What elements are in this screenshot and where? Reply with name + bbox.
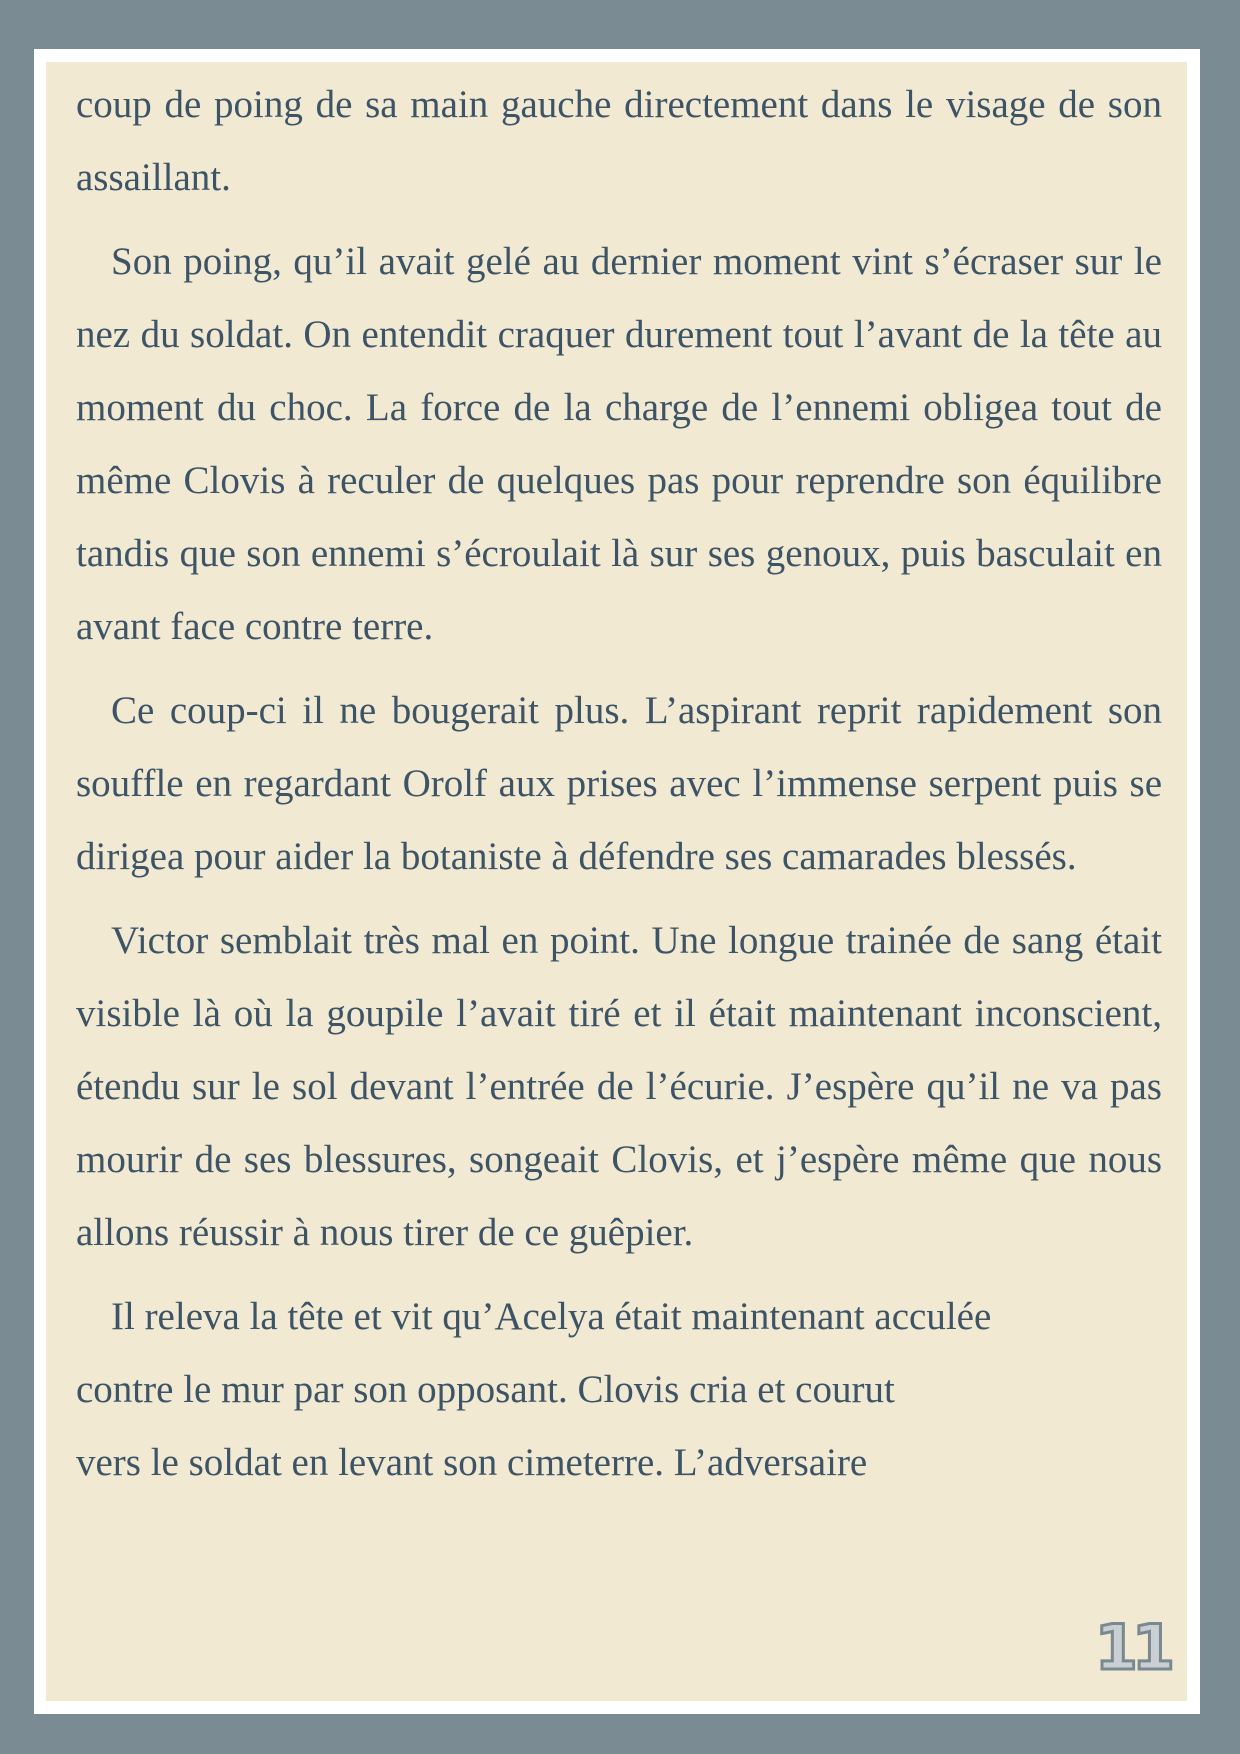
book-page: [46, 62, 1187, 1701]
page-frame: [34, 49, 1200, 1714]
paragraph-2: Son poing, qu’il avait gelé au dernier moment vint s’écraser sur le nez du soldat. On entendit craquer durement tout l’avant de la tête au moment du choc. La force de la charge de l’ennemi obligea tout de même Clovis à reculer de quelques pas pour reprendre son équilibre tandis que son ennemi s’écroulait là sur ses genoux, puis basculait en avant face contre terre.: [76, 240, 1162, 648]
paragraph-5: [76, 1280, 1162, 1499]
paragraph-4: Victor semblait très mal en point. Une longue trainée de sang était visible là où la goupile l’avait tiré et il était maintenant inconscient, étendu sur le sol devant l’entrée de l’écurie. J’espère qu’il ne va pas mourir de ses blessures, songeait Clovis, et j’espère même que nous allons réussir à nous tirer de ce guêpier.: [76, 919, 1162, 1254]
paragraph-5-line-2: contre le mur par son opposant. Clovis cria et courut: [76, 1368, 895, 1411]
paragraph-3: Ce coup-ci il ne bougerait plus. L’aspirant reprit rapidement son souffle en regardant Orolf aux prises avec l’immense serpent puis se dirigea pour aider la botaniste à défendre ses camarades blessés.: [76, 689, 1162, 878]
page-number: 11: [1094, 1611, 1169, 1684]
body-text: [76, 68, 1162, 1499]
paragraph-5-line-3: vers le soldat en levant son cimeterre. L’adversaire: [76, 1441, 868, 1484]
paragraph-5-line-1: Il releva la tête et vit qu’Acelya était maintenant acculée: [111, 1295, 992, 1338]
paragraph-1: coup de poing de sa main gauche directement dans le visage de son assaillant.: [76, 83, 1162, 199]
